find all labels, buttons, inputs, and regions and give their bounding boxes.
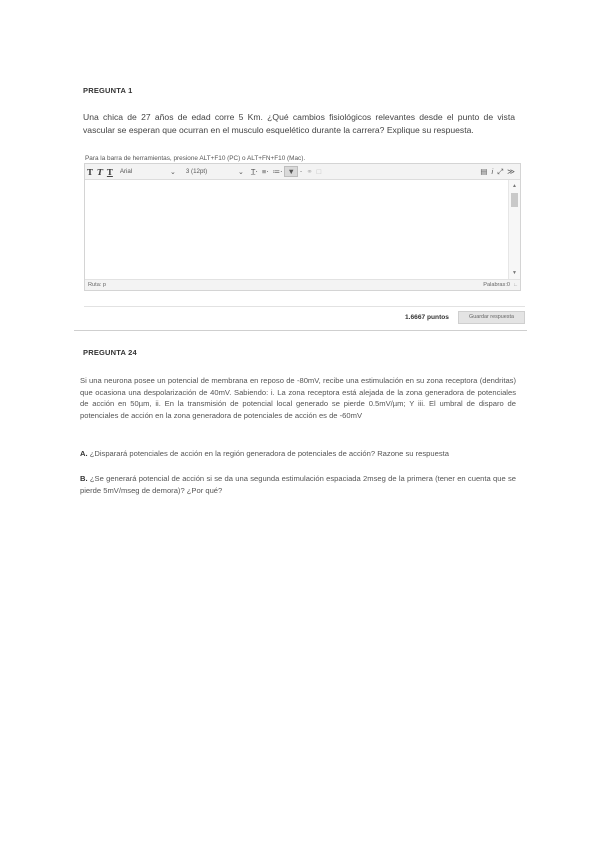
word-count: Palabras:0: [483, 282, 510, 288]
fullscreen-icon[interactable]: ⤢: [497, 166, 504, 176]
points-label: 1.6667 puntos: [405, 314, 449, 321]
text-format-icon[interactable]: T̲⋅: [250, 167, 258, 176]
element-path: Ruta: p: [88, 282, 107, 288]
bullet-list-icon[interactable]: ≡⋅: [261, 167, 269, 176]
expand-icon[interactable]: ≫: [507, 167, 515, 176]
question-2-text: Si una neurona posee un potencial de membrana en reposo de -80mV, recibe una estimulación en su zona receptora (dendritas) que ocasiona una despolarización de 40mV. Sabiendo: i. La zona receptora está alejada de la zona generadora de potenciales de acción en 50µm, ii. En la transmisión de potencial local generado se pierde 0.5mV/µm; Y iii. El umbral de disparo de potenciales de acción en la zona generadora de potenciales de acción es de -60mV: [80, 376, 516, 420]
editor-status-bar: [85, 279, 520, 290]
chevron-down-icon: ⌄: [169, 168, 176, 176]
part-b-lead: B.: [80, 474, 88, 483]
italic-t-icon[interactable]: T: [96, 166, 103, 177]
scrollbar-thumb[interactable]: [511, 193, 518, 207]
info-icon[interactable]: i: [491, 167, 494, 176]
toolbar-hint: Para la barra de herramientas, presione ALT+F10 (PC) o ALT+FN+F10 (Mac).: [85, 155, 306, 162]
question-separator: [74, 330, 527, 331]
part-a-lead: A.: [80, 449, 88, 458]
scroll-up-icon[interactable]: ▲: [512, 183, 517, 189]
font-family-value: Arial: [119, 168, 133, 175]
dropdown-icon[interactable]: ⋅: [299, 167, 303, 176]
question-1-title: PREGUNTA 1: [83, 86, 133, 95]
bold-t-icon[interactable]: T: [87, 166, 93, 177]
rich-text-editor: [84, 163, 521, 291]
question-2-title: PREGUNTA 24: [83, 348, 137, 357]
underline-t-icon[interactable]: T: [106, 166, 113, 177]
question-2-part-b: [80, 473, 516, 496]
font-size-value: 3 (12pt): [185, 168, 208, 175]
answer-text-area[interactable]: [85, 180, 508, 279]
question-2-part-a: [80, 448, 516, 460]
part-b-text: ¿Se generará potencial de acción si se da una segunda estimulación espaciada 2mseg de la primera (tener en cuenta que se pierde 5mV/mseg de demora)? ¿Por qué?: [80, 474, 516, 495]
editor-toolbar: [85, 164, 520, 180]
highlight-icon[interactable]: ▼: [284, 166, 297, 177]
chevron-down-icon: ⌄: [237, 168, 244, 176]
part-a-text: ¿Disparará potenciales de acción en la región generadora de potenciales de acción? Razone su respuesta: [89, 449, 449, 458]
scroll-down-icon[interactable]: ▼: [512, 270, 517, 276]
numbered-list-icon[interactable]: ≔⋅: [272, 167, 283, 176]
spellcheck-icon[interactable]: ▤: [480, 167, 488, 176]
link-icon[interactable]: ⚭: [306, 167, 313, 176]
image-icon[interactable]: □: [316, 167, 322, 176]
save-answer-button[interactable]: Guardar respuesta: [458, 311, 525, 324]
question-1-text: Una chica de 27 años de edad corre 5 Km. ¿Qué cambios fisiológicos relevantes desde el punto de vista vascular se esperan que ocurran en el musculo esquelético durante la carrera? Explique su respuesta.: [83, 112, 515, 135]
resize-grip-icon[interactable]: ∟: [513, 282, 518, 288]
font-family-select[interactable]: [117, 167, 179, 177]
font-size-select[interactable]: [183, 167, 247, 177]
editor-scrollbar[interactable]: [508, 180, 520, 279]
divider: [84, 306, 525, 307]
